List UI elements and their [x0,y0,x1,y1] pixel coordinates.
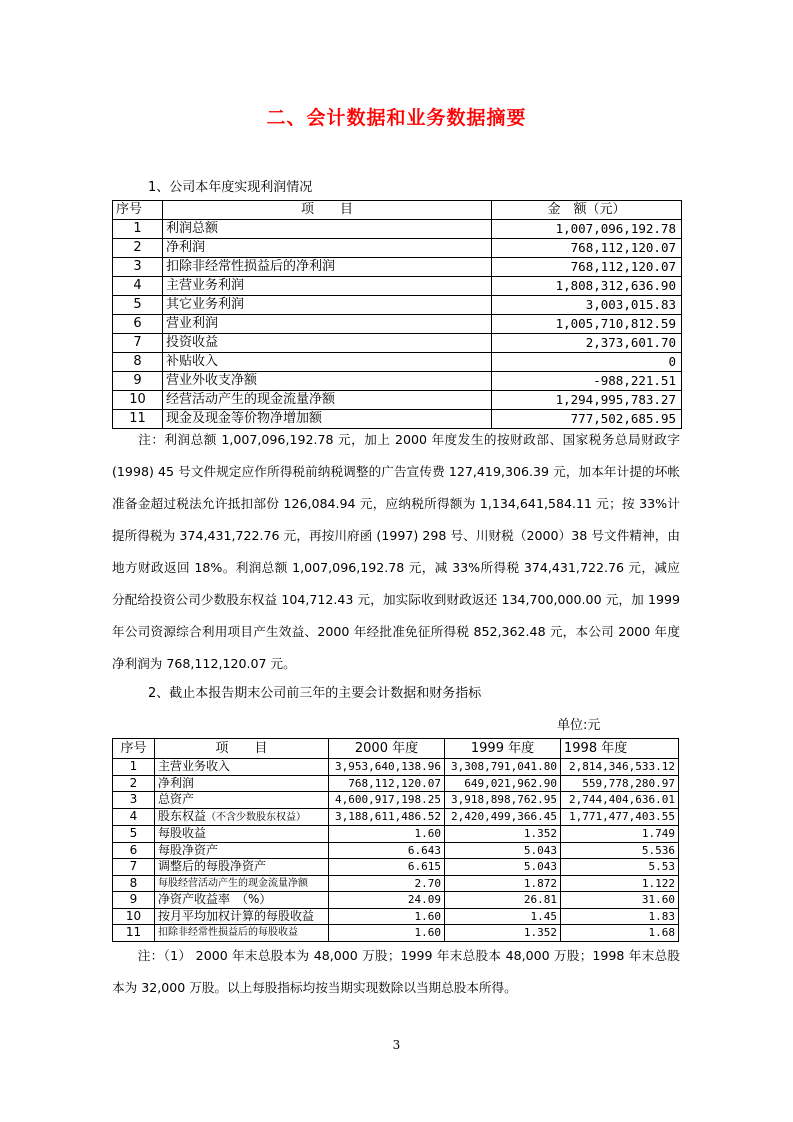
value-1999: 26.81 [445,892,561,909]
row-item: 调整后的每股净资产 [155,859,329,876]
row-no: 9 [113,892,155,909]
profit-table [112,200,682,429]
table-row [113,826,679,843]
value-1999: 5.043 [445,842,561,859]
row-item-label: 股东权益 [158,808,207,823]
row-amount: 1,808,312,636.90 [492,277,682,296]
value-1999: 1.352 [445,826,561,843]
value-1999: 5.043 [445,859,561,876]
row-no: 2 [113,775,155,792]
row-no: 7 [113,334,163,353]
row-amount: 2,373,601.70 [492,334,682,353]
value-1999: 2,420,499,366.45 [445,808,561,826]
table-row [113,258,682,277]
row-item: 经营活动产生的现金流量净额 [163,391,492,410]
row-amount: -988,221.51 [492,372,682,391]
row-item: 总资产 [155,792,329,809]
value-1999: 1.352 [445,925,561,942]
table-row [113,220,682,239]
row-item: 每股经营活动产生的现金流量净额 [155,875,329,892]
table-row [113,759,679,776]
value-2000: 1.60 [329,826,445,843]
header-item: 项 目 [155,739,329,759]
row-no: 6 [113,842,155,859]
value-1998: 2,814,346,533.12 [561,759,679,776]
shares-note [112,940,680,1004]
table-row [113,391,682,410]
header-1998: 1998 年度 [561,739,679,759]
row-item: 净利润 [163,239,492,258]
profit-note [112,424,680,680]
row-item: 利润总额 [163,220,492,239]
table-row [113,315,682,334]
row-no: 11 [113,925,155,942]
value-2000: 1.60 [329,908,445,925]
row-no: 2 [113,239,163,258]
row-no: 6 [113,315,163,334]
value-1998: 1.122 [561,875,679,892]
row-amount: 3,003,015.83 [492,296,682,315]
value-2000: 6.643 [329,842,445,859]
table-row [113,239,682,258]
row-item: 每股收益 [155,826,329,843]
table-row [113,296,682,315]
table-header-row [113,201,682,220]
row-no: 8 [113,353,163,372]
header-item: 项 目 [163,201,492,220]
row-no: 3 [113,258,163,277]
header-no: 序号 [113,201,163,220]
value-1998: 1.68 [561,925,679,942]
row-item: 现金及现金等价物净增加额 [163,410,492,429]
header-1999: 1999 年度 [445,739,561,759]
table-header-row [113,739,679,759]
value-2000: 1.60 [329,925,445,942]
row-item: 净资产收益率 （%） [155,892,329,909]
row-item: 营业外收支净额 [163,372,492,391]
row-no: 1 [113,759,155,776]
value-1999: 1.872 [445,875,561,892]
header-2000: 2000 年度 [329,739,445,759]
section-2-heading: 2、截止本报告期末公司前三年的主要会计数据和财务指标 [148,686,482,701]
row-no: 5 [113,296,163,315]
row-amount: 768,112,120.07 [492,258,682,277]
row-amount: 1,005,710,812.59 [492,315,682,334]
row-item: 主营业务收入 [155,759,329,776]
value-2000: 3,953,640,138.96 [329,759,445,776]
row-amount: 0 [492,353,682,372]
table-row [113,875,679,892]
value-1998: 1.749 [561,826,679,843]
row-item: 其它业务利润 [163,296,492,315]
row-no: 10 [113,908,155,925]
row-item: 净利润 [155,775,329,792]
row-no: 10 [113,391,163,410]
header-amount: 金 额（元） [492,201,682,220]
table-row [113,808,679,826]
value-1998: 2,744,404,636.01 [561,792,679,809]
row-no: 1 [113,220,163,239]
row-amount: 777,502,685.95 [492,410,682,429]
row-item: 营业利润 [163,315,492,334]
value-1998: 559,778,280.97 [561,775,679,792]
row-item-note: （不含少数股东权益） [206,811,307,823]
value-2000: 4,600,917,198.25 [329,792,445,809]
table-row [113,372,682,391]
row-item: 主营业务利润 [163,277,492,296]
value-2000: 2.70 [329,875,445,892]
value-2000: 24.09 [329,892,445,909]
table-row [113,792,679,809]
table-row [113,775,679,792]
row-item: 每股净资产 [155,842,329,859]
table-row [113,334,682,353]
row-no: 4 [113,277,163,296]
value-1999: 3,918,898,762.95 [445,792,561,809]
value-1998: 1.83 [561,908,679,925]
header-no: 序号 [113,739,155,759]
value-1998: 5.53 [561,859,679,876]
row-no: 3 [113,792,155,809]
value-2000: 3,188,611,486.52 [329,808,445,826]
unit-label: 单位:元 [557,718,601,733]
row-no: 8 [113,875,155,892]
table-row [113,859,679,876]
row-no: 9 [113,372,163,391]
row-item: 补贴收入 [163,353,492,372]
row-no: 4 [113,808,155,826]
table-row [113,908,679,925]
row-item [155,808,329,826]
section-1-heading: 1、公司本年度实现利润情况 [148,180,313,195]
row-amount: 1,007,096,192.78 [492,220,682,239]
row-item: 按月平均加权计算的每股收益 [155,908,329,925]
value-1999: 1.45 [445,908,561,925]
value-2000: 768,112,120.07 [329,775,445,792]
row-amount: 1,294,995,783.27 [492,391,682,410]
value-1999: 649,021,962.90 [445,775,561,792]
table-row [113,277,682,296]
row-amount: 768,112,120.07 [492,239,682,258]
value-1998: 31.60 [561,892,679,909]
shares-note-text: 注：（1） 2000 年末总股本为 48,000 万股；1999 年末总股本 48,000 万股；1998 年末总股本为 32,000 万股。以上每股指标均按当期实现数除以当期总股本所得。 [112,948,680,995]
row-item: 投资收益 [163,334,492,353]
financial-indicators-table [112,738,679,942]
profit-note-text: 注：利润总额 1,007,096,192.78 元，加上 2000 年度发生的按财政部、国家税务总局财政字 (1998) 45 号文件规定应作所得税前纳税调整的广告宣传费 127,419,306.39 元，加本年计提的坏帐准备金超过税法允许抵扣部份 126,084.94 元，应纳税所得额为 1,134,641,584.11 元；按 33%计提所得税为 374,431,722.76 元，再按川府函 (1997) 298 号、川财税（2000）38 号文件精神，由地方财政返回 18%。利润总额 1,007,096,192.78 元，减 33%所得税 374,431,722.76 元，减应分配给投资公司少数股东权益 104,712.43 元，加实际收到财政返还 134,700,000.00 元，加 1999 年公司资源综合利用项目产生效益、2000 年经批准免征所得税 852,362.48 元，本公司 2000 年度净利润为 768,112,120.07 元。 [112,432,680,671]
row-no: 7 [113,859,155,876]
row-no: 5 [113,826,155,843]
row-item: 扣除非经常性损益后的每股收益 [155,925,329,942]
value-1999: 3,308,791,041.80 [445,759,561,776]
table-row [113,925,679,942]
value-2000: 6.615 [329,859,445,876]
value-1998: 1,771,477,403.55 [561,808,679,826]
row-item: 扣除非经常性损益后的净利润 [163,258,492,277]
page-number: 3 [392,1038,401,1052]
row-no: 11 [113,410,163,429]
table-row [113,842,679,859]
page-title: 二、会计数据和业务数据摘要 [266,107,527,129]
table-row [113,892,679,909]
table-row [113,353,682,372]
value-1998: 5.536 [561,842,679,859]
